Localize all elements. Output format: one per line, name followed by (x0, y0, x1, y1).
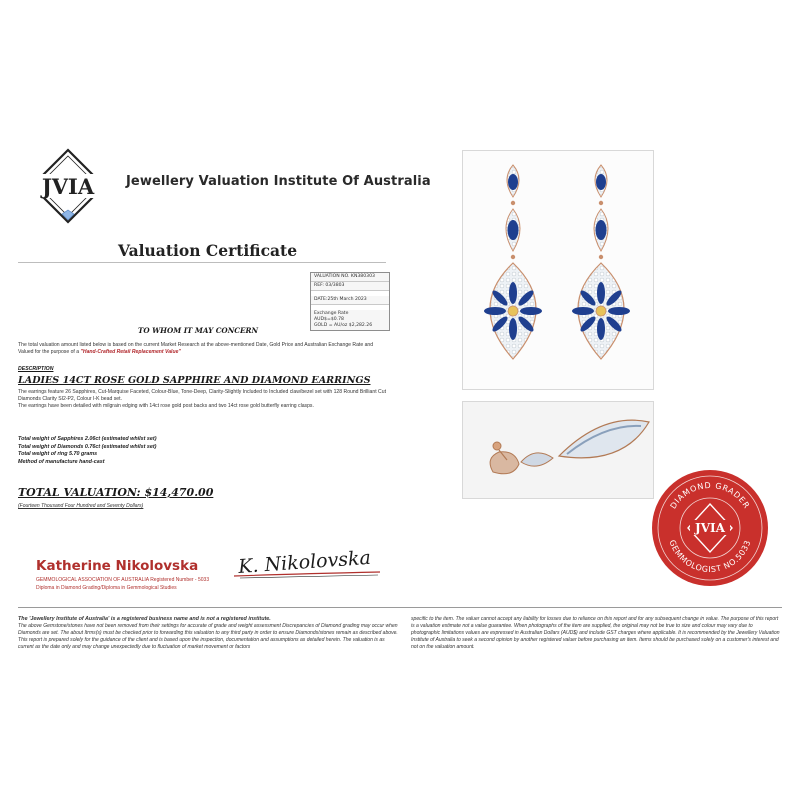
logo-text: JVIA (41, 174, 95, 199)
description-label: DESCRIPTION (18, 366, 54, 372)
total-valuation: TOTAL VALUATION: $14,470.00 (18, 486, 214, 499)
disclaimer-left-text: The above Gemstone/stones have not been removed from their settings for accurate of grade and weight assessment Discrepancies of Diamond grading may occur when Diamonds are set. The about Itrms(s) must be checked prior to forwarding this valuation to any third party in order to ensure Diamonds/stones remain as described above. This report is prepared solely for the guidance of the client and is based upon the inspection, documentation and assumptions as detailed herein. The valuation is as current as the date only and may change unexpectedly due to fluctuation of market movement or factors (18, 622, 398, 650)
disclaimer-right: specific to the item. The valuer cannot accept any liability for losses due to reliance on this report and for any subsequent change in value. The purpose of this report is a valuation estimate not a value guarantee. When photographs of the item are supplied, the original may not be true to size and colour may vary due to photographic limitations values are expressed in Australian Dollars (AUD$) and include GST charges where applicable. It is recommended by the Jewellery Valuation Institute of Australia to seek a second opinion by another registered valuer before purchasing an item. Items should be purchased solely on a customer's interest and not on the valuation amount. (411, 616, 780, 650)
seal-center-text: JVIA (695, 521, 725, 535)
intro-purpose: "Hand-Crafted Retail Replacement Value" (80, 349, 181, 355)
aud-rate: AUD$=$0.78 (314, 317, 344, 322)
weight-line: Total weight of Sapphires 2.06ct (estimated whilst set) (18, 436, 157, 442)
credential-registration: GEMMOLOGICAL ASSOCIATION OF AUSTRALIA Registered Number - 5033 (36, 577, 210, 583)
reference-number: REF: 03/3803 (311, 281, 389, 290)
signature-text: K. Nikolovska (237, 546, 372, 578)
footer-divider (18, 607, 782, 608)
valuation-number: VALUATION NO. KN380303 (314, 274, 375, 279)
signatory-name: Katherine Nikolovska (36, 558, 199, 574)
intro-text: The total valuation amount listed below is based on the current Market Research at the above-mentioned Date, Gold Price and Australian Exchange Rate and Valued for the purpose of a (18, 342, 374, 355)
credential-diploma: Diploma in Diamond Grading/Diploma in Gemmological Studies (36, 585, 177, 591)
seal-bottom-text: GEMMOLOGIST NO.5033 (667, 538, 753, 575)
description-paragraph-1: The earrings feature 26 Sapphires, Cut-Marquise Faceted, Colour-Blue, Tone-Deep, Clarity-Slightly Included to Included claw/bezel set with 128 Round Brilliant Cut Diamonds Clarity SI2-P2, Colour I-K bead set. (18, 389, 386, 402)
earring-side-photo (462, 401, 654, 499)
disclaimer-lead: The 'Jewellery Institute of Australia' is a registered business name and is not a registered institute. (18, 616, 271, 622)
title-divider (18, 262, 386, 263)
weight-line: Total weight of Diamonds 0.76ct (estimated whilst set) (18, 443, 157, 450)
gemmologist-seal (650, 468, 770, 588)
item-description (18, 389, 386, 410)
salutation: TO WHOM IT MAY CONCERN (138, 326, 259, 335)
certificate-title: Valuation Certificate (118, 241, 298, 260)
weight-line: Method of manufacture hand-cast (18, 458, 105, 465)
gold-rate: GOLD = AU/oz $2,282.26 (314, 323, 373, 328)
jvia-logo (24, 148, 108, 226)
reference-box (310, 272, 390, 331)
weight-line: Total weight of ring 5.70 grams (18, 451, 98, 458)
total-in-words: (Fourteen Thousand Four Hundred and Seventy Dollars) (18, 503, 144, 509)
disclaimer-left (18, 616, 398, 651)
item-title: LADIES 14CT ROSE GOLD SAPPHIRE AND DIAMOND EARRINGS (18, 375, 371, 386)
description-paragraph-2: The earrings have been detailed with milgrain edging with 14ct rose gold post backs and two 14ct rose gold butterfly earring clasps. (18, 403, 314, 409)
weights-list (18, 436, 268, 466)
intro-paragraph (18, 342, 386, 356)
exchange-label: Exchange Rate (314, 311, 349, 316)
seal-top-text: DIAMOND GRADER (668, 480, 752, 511)
org-name: Jewellery Valuation Institute Of Australia (126, 174, 431, 189)
handwritten-signature (230, 538, 390, 582)
exchange-rate-block (311, 310, 389, 330)
earrings-front-photo (462, 150, 654, 390)
valuation-date: DATE:25th March 2023 (314, 297, 367, 302)
